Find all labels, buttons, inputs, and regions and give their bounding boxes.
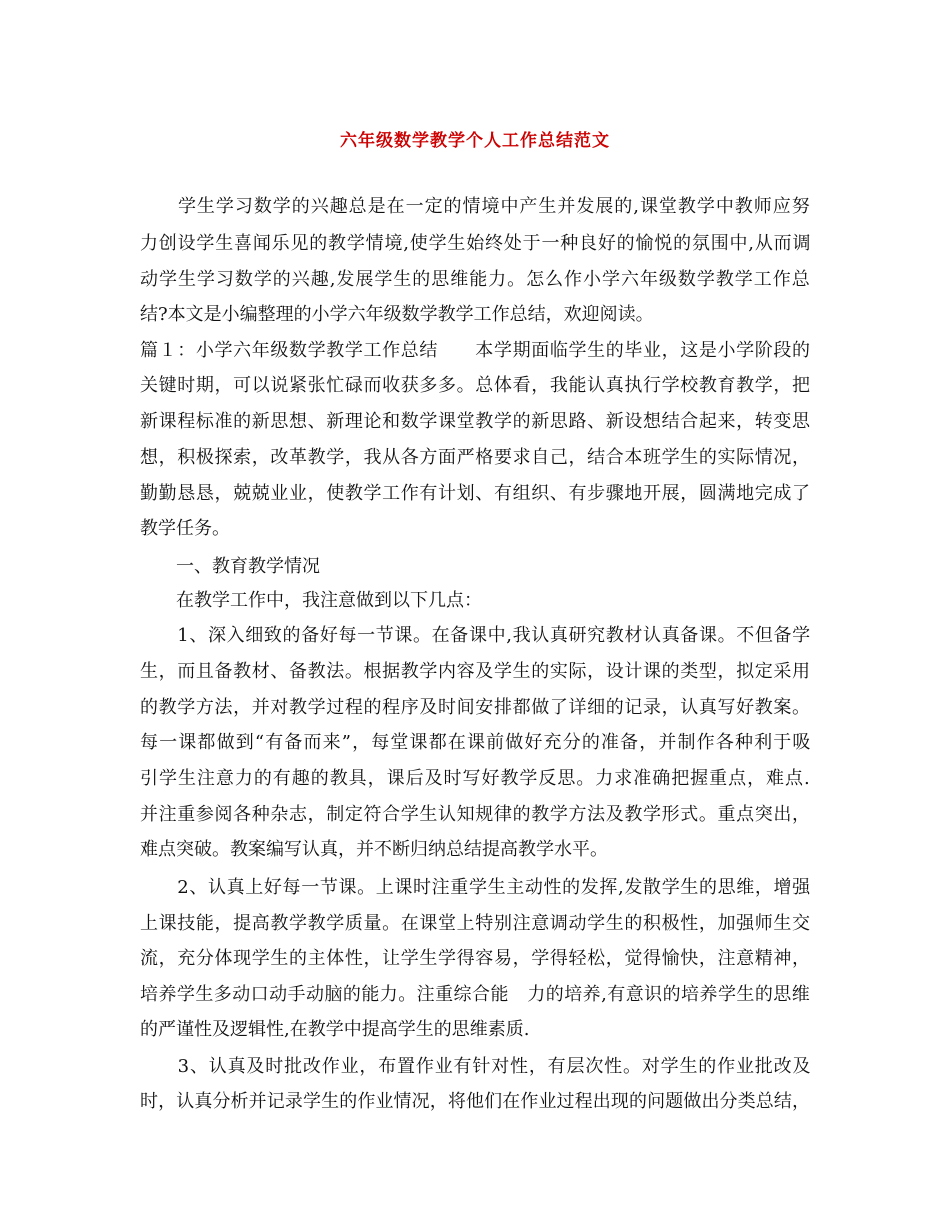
text-line: 力创设学生喜闻乐见的教学情境,使学生始终处于一种良好的愉悦的氛围中,从而调 bbox=[140, 233, 812, 254]
text-line: 结?本文是小编整理的小学六年级数学教学工作总结，欢迎阅读。 bbox=[140, 304, 654, 325]
text-line: 1、深入细致的备好每一节课。在备课中,我认真研究教材认真备课。不但备学 bbox=[140, 625, 811, 646]
text-line: 的教学方法，并对教学过程的程序及时间安排都做了详细的记录，认真写好教案。 bbox=[140, 697, 811, 718]
text-line: 培养学生多动口动手动脑的能力。注重综合能 力的培养,有意识的培养学生的思维 bbox=[140, 984, 811, 1005]
text-line: 上课技能，提高教学教学质量。在课堂上特别注意调动学生的积极性，加强师生交 bbox=[140, 913, 811, 934]
text-line: 想，积极探索，改革教学，我从各方面严格要求自己，结合本班学生的实际情况， bbox=[140, 447, 811, 468]
text-line: 流，充分体现学生的主体性，让学生学得容易，学得轻松，觉得愉快，注意精神， bbox=[140, 948, 811, 969]
text-line: 在教学工作中，我注意做到以下几点： bbox=[140, 590, 482, 611]
text-line: 3、认真及时批改作业，布置作业有针对性，有层次性。对学生的作业批改及 bbox=[140, 1056, 812, 1077]
text-line: 篇１：小学六年级数学教学工作总结 本学期面临学生的毕业，这是小学阶段的 bbox=[140, 340, 811, 361]
text-line: 难点突破。教案编写认真，并不断归纳总结提高教学水平。 bbox=[140, 839, 608, 860]
text-line: 时，认真分析并记录学生的作业情况，将他们在作业过程出现的问题做出分类总结， bbox=[140, 1091, 811, 1112]
text-line: 动学生学习数学的兴趣,发展学生的思维能力。怎么作小学六年级数学教学工作总 bbox=[140, 269, 811, 290]
text-line: 新课程标准的新思想、新理论和数学课堂教学的新思路、新设想结合起来，转变思 bbox=[140, 411, 811, 432]
text-line: 学生学习数学的兴趣总是在一定的情境中产生并发展的,课堂教学中教师应努 bbox=[140, 196, 811, 217]
document-title: 六年级数学教学个人工作总结范文 bbox=[340, 131, 610, 151]
text-line: 2、认真上好每一节课。上课时注重学生主动性的发挥,发散学生的思维，增强 bbox=[140, 877, 811, 898]
text-line: 生，而且备教材、备教法。根据教学内容及学生的实际，设计课的类型，拟定采用 bbox=[140, 661, 811, 682]
text-line: 的严谨性及逻辑性,在教学中提高学生的思维素质. bbox=[140, 1019, 530, 1040]
text-line: 每一课都做到“有备而来”，每堂课都在课前做好充分的准备，并制作各种利于吸 bbox=[140, 732, 812, 753]
text-line: 教学任务。 bbox=[140, 518, 230, 539]
text-line: 勤勤恳恳，兢兢业业，使教学工作有计划、有组织、有步骤地开展，圆满地完成了 bbox=[140, 483, 811, 504]
text-line: 引学生注意力的有趣的教具，课后及时写好教学反思。力求准确把握重点，难点. bbox=[140, 768, 811, 789]
text-line: 关键时期，可以说紧张忙碌而收获多多。总体看，我能认真执行学校教育教学，把 bbox=[140, 375, 811, 396]
text-line: 一、教育教学情况 bbox=[140, 556, 320, 577]
text-line: 并注重参阅各种杂志，制定符合学生认知规律的教学方法及教学形式。重点突出， bbox=[140, 804, 811, 825]
